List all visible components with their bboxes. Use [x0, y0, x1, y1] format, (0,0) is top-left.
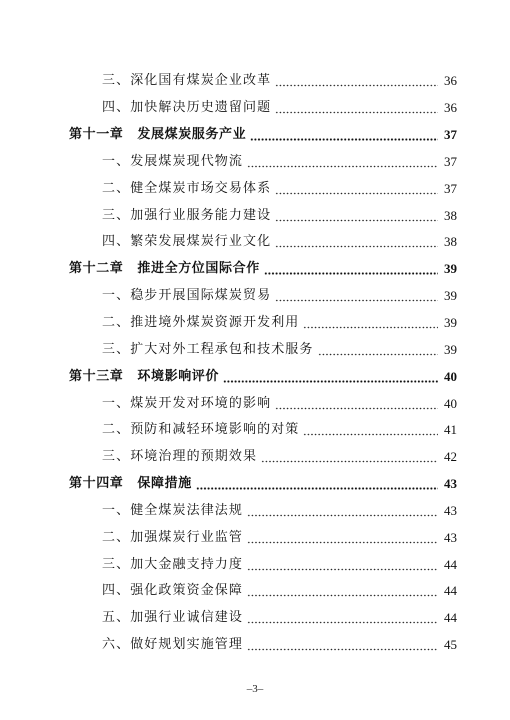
toc-entry-page: 43: [444, 502, 457, 518]
toc-chapter-heading: [69, 369, 219, 385]
toc-entry-title: 四、加快解决历史遗留问题: [102, 100, 272, 116]
dot-leader: [223, 380, 438, 383]
dot-leader: [318, 353, 438, 356]
toc-entry-title: 一、健全煤炭法律法规: [102, 502, 244, 518]
toc-entry-page: 41: [444, 422, 457, 438]
toc-entry[interactable]: [69, 95, 457, 122]
toc-entry[interactable]: [69, 283, 457, 310]
toc-chapter[interactable]: [69, 256, 457, 283]
toc-entry-title: 三、环境治理的预期效果: [102, 449, 258, 465]
toc-entry-title: 二、推进境外煤炭资源开发利用: [102, 315, 300, 331]
chapter-title: 推进全方位国际合作: [137, 261, 260, 277]
toc-entry[interactable]: [69, 578, 457, 605]
dot-leader: [247, 568, 438, 571]
toc-entry-title: 三、扩大对外工程承包和技术服务: [102, 341, 314, 357]
toc-entry[interactable]: [69, 524, 457, 551]
table-of-contents: [69, 68, 457, 659]
toc-entry-title: 四、强化政策资金保障: [102, 583, 244, 599]
toc-entry[interactable]: [69, 417, 457, 444]
toc-entry-title: 五、加强行业诚信建设: [102, 610, 244, 626]
toc-entry-page: 45: [444, 637, 457, 653]
dot-leader: [250, 138, 438, 141]
page-number: –3–: [246, 683, 264, 695]
toc-entry[interactable]: [69, 390, 457, 417]
toc-entry-title: 三、加强行业服务能力建设: [102, 207, 272, 223]
toc-entry[interactable]: [69, 149, 457, 176]
dot-leader: [275, 111, 438, 114]
toc-entry-title: 四、繁荣发展煤炭行业文化: [102, 234, 272, 250]
toc-entry[interactable]: [69, 632, 457, 659]
toc-entry-title: 三、深化国有煤炭企业改革: [102, 73, 272, 89]
toc-entry[interactable]: [69, 175, 457, 202]
toc-entry-page: 44: [444, 610, 457, 626]
toc-entry[interactable]: [69, 310, 457, 337]
toc-entry[interactable]: [69, 498, 457, 525]
toc-chapter[interactable]: [69, 471, 457, 498]
dot-leader: [247, 165, 438, 168]
toc-entry-page: 39: [444, 341, 457, 357]
toc-entry-title: 二、预防和减轻环境影响的对策: [102, 422, 300, 438]
toc-entry[interactable]: [69, 68, 457, 95]
toc-entry-page: 39: [444, 315, 457, 331]
toc-entry-title: 三、加大金融支持力度: [102, 556, 244, 572]
toc-entry[interactable]: [69, 336, 457, 363]
toc-entry-page: 37: [444, 180, 457, 196]
toc-entry-title: 一、稳步开展国际煤炭贸易: [102, 288, 272, 304]
chapter-title: 环境影响评价: [137, 368, 220, 384]
toc-entry-page: 38: [444, 207, 457, 223]
toc-entry[interactable]: [69, 444, 457, 471]
toc-entry-page: 43: [444, 529, 457, 545]
toc-entry[interactable]: [69, 202, 457, 229]
dot-leader: [303, 433, 438, 436]
toc-entry[interactable]: [69, 551, 457, 578]
dot-leader: [303, 326, 438, 329]
dot-leader: [247, 514, 438, 517]
toc-chapter-page: 40: [444, 368, 457, 384]
toc-entry-title: 二、加强煤炭行业监管: [102, 529, 244, 545]
toc-entry-page: 38: [444, 234, 457, 250]
chapter-number: 第十一章: [69, 127, 124, 143]
toc-entry-page: 39: [444, 288, 457, 304]
toc-chapter[interactable]: [69, 363, 457, 390]
toc-entry-page: 44: [444, 583, 457, 599]
chapter-title: 发展煤炭服务产业: [137, 127, 247, 143]
chapter-number: 第十四章: [69, 476, 124, 492]
toc-entry-page: 36: [444, 73, 457, 89]
dot-leader: [247, 541, 438, 544]
toc-entry-title: 一、发展煤炭现代物流: [102, 153, 244, 169]
dot-leader: [275, 192, 438, 195]
dot-leader: [261, 460, 438, 463]
dot-leader: [196, 487, 438, 490]
chapter-number: 第十三章: [69, 368, 124, 384]
toc-chapter-heading: [69, 261, 260, 277]
toc-chapter[interactable]: [69, 122, 457, 149]
chapter-number: 第十二章: [69, 261, 124, 277]
dot-leader: [275, 245, 438, 248]
dot-leader: [247, 621, 438, 624]
toc-chapter-page: 39: [444, 261, 457, 277]
dot-leader: [275, 219, 438, 222]
toc-entry-title: 二、健全煤炭市场交易体系: [102, 180, 272, 196]
dot-leader: [275, 299, 438, 302]
dot-leader: [275, 84, 438, 87]
dot-leader: [247, 594, 438, 597]
toc-entry-page: 44: [444, 556, 457, 572]
toc-entry-title: 一、煤炭开发对环境的影响: [102, 395, 272, 411]
toc-chapter-heading: [69, 127, 246, 143]
toc-entry-page: 42: [444, 449, 457, 465]
toc-chapter-page: 43: [444, 476, 457, 492]
toc-chapter-page: 37: [444, 127, 457, 143]
dot-leader: [264, 272, 438, 275]
chapter-title: 保障措施: [137, 476, 192, 492]
toc-entry-title: 六、做好规划实施管理: [102, 637, 244, 653]
toc-entry[interactable]: [69, 229, 457, 256]
dot-leader: [275, 407, 438, 410]
toc-entry-page: 40: [444, 395, 457, 411]
toc-chapter-heading: [69, 476, 192, 492]
toc-entry-page: 37: [444, 153, 457, 169]
toc-entry[interactable]: [69, 605, 457, 632]
toc-entry-page: 36: [444, 100, 457, 116]
dot-leader: [247, 648, 438, 651]
